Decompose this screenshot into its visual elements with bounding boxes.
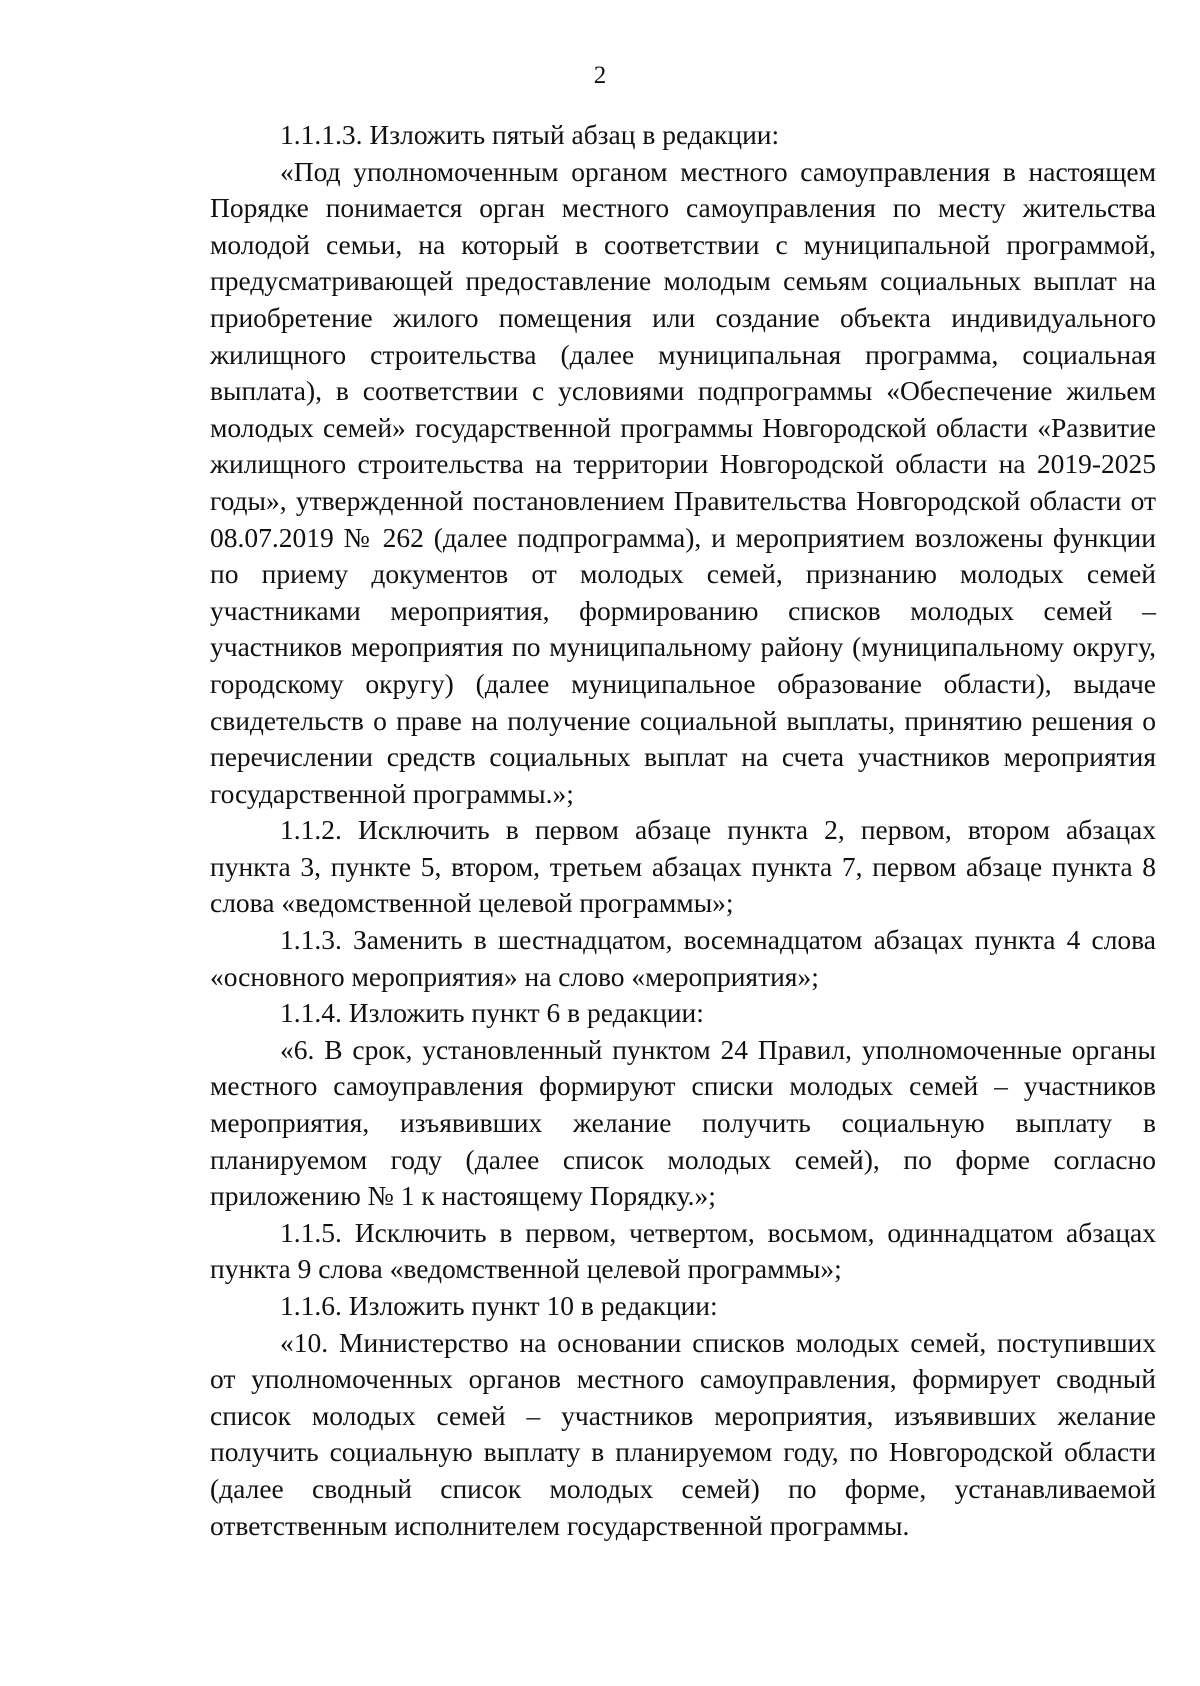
page-number: 2 xyxy=(593,62,607,89)
paragraph-1-1-1-3: 1.1.1.3. Изложить пятый абзац в редакции: xyxy=(280,119,780,150)
paragraph-1-1-4: 1.1.4. Изложить пункт 6 в редакции: xyxy=(280,997,704,1029)
paragraph-1-1-6: 1.1.6. Изложить пункт 10 в редакции: xyxy=(280,1290,718,1321)
paragraph-1-1-2: 1.1.2. Исключить в первом абзаце пункта 2, первом, втором абзацах пункта 3, пункте 5, втором, третьем абзацах пункта 7, первом абзаце пункта 8 слова «ведомственной целевой программы»; xyxy=(210,814,1156,919)
paragraph-1-1-3: 1.1.3. Заменить в шестнадцатом, восемнадцатом абзацах пункта 4 слова «основного мероприятия» на слово «мероприятия»; xyxy=(210,924,1156,992)
document-body xyxy=(210,117,1156,1544)
paragraph-1-1-5: 1.1.5. Исключить в первом, четвертом, восьмом, одиннадцатом абзацах пункта 9 слова «ведомственной целевой программы»; xyxy=(210,1216,1156,1285)
paragraph-item-10-text: «10. Министерство на основании списков молодых семей, поступивших от уполномоченных органов местного самоуправления, формирует сводный список молодых семей – участников мероприятия, изъявивших желание получить социальную выплату в планируемом году, по Новгородской области (далее сводный список молодых семей) по форме, устанавливаемой ответственным исполнителем государственной программы. xyxy=(210,1326,1156,1541)
paragraph-item-6-text: «6. В срок, установленный пунктом 24 Правил, уполномоченные органы местного самоуправления формируют списки молодых семей – участников мероприятия, изъявивших желание получить социальную выплату в планируемом году (далее список молодых семей), по форме согласно приложению № 1 к настоящему Порядку.»; xyxy=(210,1033,1156,1212)
paragraph-authorized-body-definition: «Под уполномоченным органом местного самоуправления в настоящем Порядке понимается орган местного самоуправления по месту жительства молодой семьи, на который в соответствии с муниципальной программой, предусматривающей предоставление молодым семьям социальных выплат на приобретение жилого помещения или создание объекта индивидуального жилищного строительства (далее муниципальная программа, социальная выплата), в соответствии с условиями подпрограммы «Обеспечение жильем молодых семей» государственной программы Новгородской области «Развитие жилищного строительства на территории Новгородской области на 2019-2025 годы», утвержденной постановлением Правительства Новгородской области от 08.07.2019 № 262 (далее подпрограмма), и мероприятием возложены функции по приему документов от молодых семей, признанию молодых семей участниками мероприятия, формированию списков молодых семей – участников мероприятия по муниципальному району (муниципальному округу, городскому округу) (далее муниципальное образование области), выдаче свидетельств о праве на получение социальной выплаты, принятию решения о перечислении средств социальных выплат на счета участников мероприятия государственной программы.»; xyxy=(210,155,1156,809)
